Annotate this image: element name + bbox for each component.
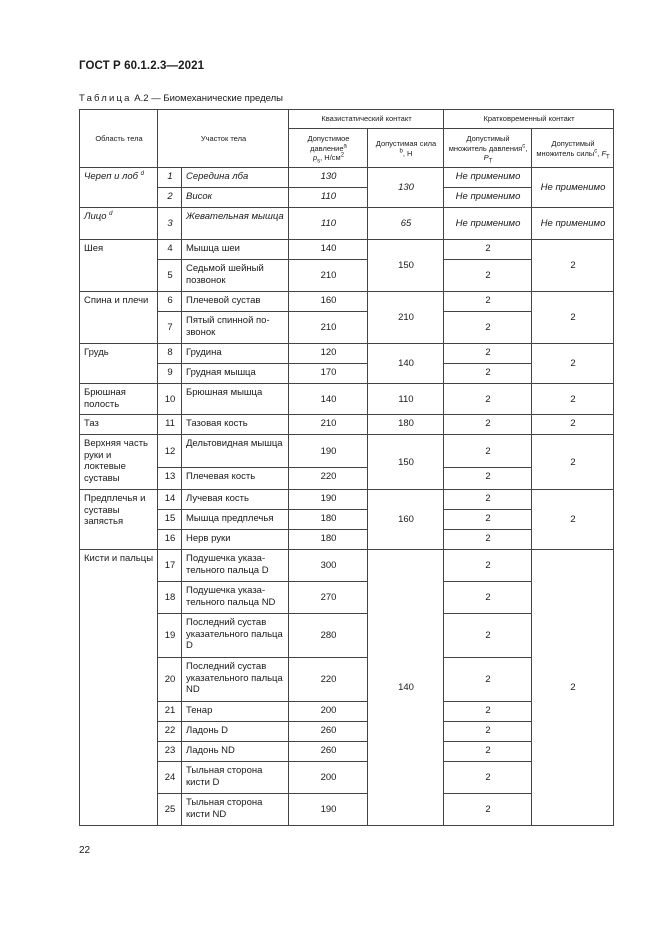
header-group-quasi-static: Квазистатический контакт [289,110,444,129]
body-part: Тыльная сторона кисти D [182,762,289,794]
pressure-value: 110 [289,188,368,208]
force-value: 110 [368,384,444,415]
pressure-value: 210 [289,415,368,435]
pressure-unit-exp: 2 [340,152,345,159]
pressure-value: 190 [289,794,368,826]
pressure-value: 260 [289,722,368,742]
footnote-mark-c-1: c [522,143,526,150]
footnote-mark-b: b [399,148,403,154]
body-part: Пятый спинной по-звонок [182,312,289,344]
pressure-value: 180 [289,510,368,530]
force-multiplier-value: 2 [532,550,614,826]
area-cell: Шея [80,240,158,292]
force-multiplier-value: 2 [532,435,614,490]
biomechanical-limits-table [79,109,614,826]
row-number: 1 [158,168,182,188]
header-force-multiplier-text: Допустимый множитель силы [536,139,595,158]
pressure-multiplier-value: 2 [444,260,532,292]
pressure-multiplier-value: 2 [444,550,532,582]
force-multiplier-value: 2 [532,344,614,384]
pressure-multiplier-value: 2 [444,722,532,742]
pressure-multiplier-value: 2 [444,658,532,702]
force-multiplier-value: 2 [532,384,614,415]
area-cell: Спина и плечи [80,292,158,344]
pressure-value: 190 [289,490,368,510]
body-part: Подушечка указа-тельного пальца ND [182,582,289,614]
pressure-multiplier-value: 2 [444,364,532,384]
force-value: 150 [368,240,444,292]
pressure-multiplier-value: 2 [444,742,532,762]
force-value: 140 [368,550,444,826]
pressure-multiplier-value: 2 [444,702,532,722]
pressure-value: 160 [289,292,368,312]
row-number: 23 [158,742,182,762]
body-part: Брюшная мышца [182,384,289,415]
pressure-multiplier-value: 2 [444,240,532,260]
area-cell: Грудь [80,344,158,384]
pressure-multiplier-value: 2 [444,292,532,312]
pressure-value: 210 [289,260,368,292]
pressure-value: 280 [289,614,368,658]
pressure-multiplier-value: 2 [444,614,532,658]
row-number: 22 [158,722,182,742]
row-number: 25 [158,794,182,826]
header-pressure-multiplier-text: Допустимый множитель давления [448,134,523,153]
body-part: Тыльная сторона кисти ND [182,794,289,826]
pressure-value: 180 [289,530,368,550]
row-number: 20 [158,658,182,702]
pressure-value: 140 [289,384,368,415]
force-value: 160 [368,490,444,550]
pressure-value: 170 [289,364,368,384]
area-cell: Лицо $^d$ [80,208,158,240]
body-part: Тазовая кость [182,415,289,435]
body-part: Последний сустав указательного пальца D [182,614,289,658]
body-part: Ладонь D [182,722,289,742]
body-part: Ладонь ND [182,742,289,762]
force-multiplier-value: 2 [532,415,614,435]
pressure-value: 270 [289,582,368,614]
row-number: 15 [158,510,182,530]
header-body-part: Участок тела [158,110,289,168]
pressure-multiplier-value: Не применимо [444,168,532,188]
footnote-mark-a: a [343,143,347,150]
area-cell: Предплечья и суставы запястья [80,490,158,550]
pressure-multiplier-value: 2 [444,435,532,468]
pressure-multiplier-value: 2 [444,510,532,530]
body-part: Грудная мышца [182,364,289,384]
row-number: 12 [158,435,182,468]
row-number: 5 [158,260,182,292]
row-number: 21 [158,702,182,722]
row-number: 4 [158,240,182,260]
body-part: Грудина [182,344,289,364]
body-part: Нерв руки [182,530,289,550]
pressure-multiplier-value: 2 [444,415,532,435]
pressure-value: 130 [289,168,368,188]
body-part: Мышца предплечья [182,510,289,530]
symbol-P: P [483,153,489,163]
table-caption-text: А.2 — Биомеханические пределы [134,93,283,104]
pressure-multiplier-value: 2 [444,582,532,614]
force-value: 150 [368,435,444,490]
body-part: Тенар [182,702,289,722]
symbol-F: F [601,148,607,158]
pressure-value: 220 [289,468,368,490]
pressure-multiplier-value: Не применимо [444,188,532,208]
pressure-value: 190 [289,435,368,468]
symbol-p: p [312,153,318,163]
area-cell: Кисти и пальцы [80,550,158,826]
row-number: 13 [158,468,182,490]
pressure-multiplier-value: 2 [444,762,532,794]
row-number: 9 [158,364,182,384]
document-title: ГОСТ Р 60.1.2.3—2021 [79,60,205,72]
pressure-value: 120 [289,344,368,364]
force-multiplier-value: 2 [532,240,614,292]
symbol-sub-T-2: T [606,154,610,160]
pressure-value: 300 [289,550,368,582]
row-number: 3 [158,208,182,240]
pressure-value: 140 [289,240,368,260]
row-number: 2 [158,188,182,208]
body-part: Дельтовидная мышца [182,435,289,468]
pressure-value: 110 [289,208,368,240]
pressure-value: 200 [289,762,368,794]
area-cell: Верхняя часть руки и локтевые суставы [80,435,158,490]
body-part: Середина лба [182,168,289,188]
area-cell: Череп и лоб $^d$ [80,168,158,208]
body-part: Подушечка указа-тельного пальца D [182,550,289,582]
area-cell: Таз [80,415,158,435]
header-pressure-multiplier: Допустимый множитель давления$^c$, $P_T$ [444,129,532,168]
pressure-value: 210 [289,312,368,344]
body-part: Плечевой сустав [182,292,289,312]
footnote-mark-c-2: c [594,148,598,154]
header-allowed-force [368,129,444,168]
force-value: 140 [368,344,444,384]
area-cell: Брюшная полость [80,384,158,415]
pressure-value: 220 [289,658,368,702]
pressure-multiplier-value: Не применимо [444,208,532,240]
pressure-value: 200 [289,702,368,722]
row-number: 18 [158,582,182,614]
row-number: 11 [158,415,182,435]
force-value: 65 [368,208,444,240]
symbol-sub-s: s [317,158,321,165]
pressure-multiplier-value: 2 [444,384,532,415]
body-part: Седьмой шейный позвонок [182,260,289,292]
force-multiplier-value: Не применимо [532,168,614,208]
pressure-multiplier-value: 2 [444,312,532,344]
force-value: 130 [368,168,444,208]
body-part: Последний сустав указательного пальца ND [182,658,289,702]
row-number: 6 [158,292,182,312]
force-multiplier-value: 2 [532,292,614,344]
header-body-area: Область тела [80,110,158,168]
force-value: 210 [368,292,444,344]
row-number: 16 [158,530,182,550]
page-number: 22 [79,845,91,856]
row-number: 14 [158,490,182,510]
header-force-multiplier: Допустимый множитель силы$^c$, $F_T$ [532,129,614,168]
pressure-value: 260 [289,742,368,762]
body-part: Висок [182,188,289,208]
row-number: 24 [158,762,182,794]
header-allowed-pressure [289,129,368,168]
pressure-multiplier-value: 2 [444,468,532,490]
force-multiplier-value: Не применимо [532,208,614,240]
header-allowed-pressure-text: Допустимое давление [307,134,350,153]
body-part: Лучевая кость [182,490,289,510]
force-value: 180 [368,415,444,435]
force-multiplier-value: 2 [532,490,614,550]
body-part: Плечевая кость [182,468,289,490]
row-number: 10 [158,384,182,415]
header-allowed-force-text: Допустимая сила [375,139,437,148]
pressure-multiplier-value: 2 [444,344,532,364]
symbol-sub-T-1: T [488,158,493,165]
header-group-transient: Кратковременный контакт [444,110,614,129]
row-number: 17 [158,550,182,582]
body-part: Мышца шеи [182,240,289,260]
body-part: Жевательная мышца [182,208,289,240]
row-number: 8 [158,344,182,364]
row-number: 7 [158,312,182,344]
force-unit: , Н [402,148,413,158]
row-number: 19 [158,614,182,658]
pressure-multiplier-value: 2 [444,794,532,826]
pressure-multiplier-value: 2 [444,530,532,550]
table-caption-prefix: Таблица [79,93,132,104]
table-caption [79,93,283,104]
pressure-multiplier-value: 2 [444,490,532,510]
pressure-unit: , Н/см [320,153,341,163]
